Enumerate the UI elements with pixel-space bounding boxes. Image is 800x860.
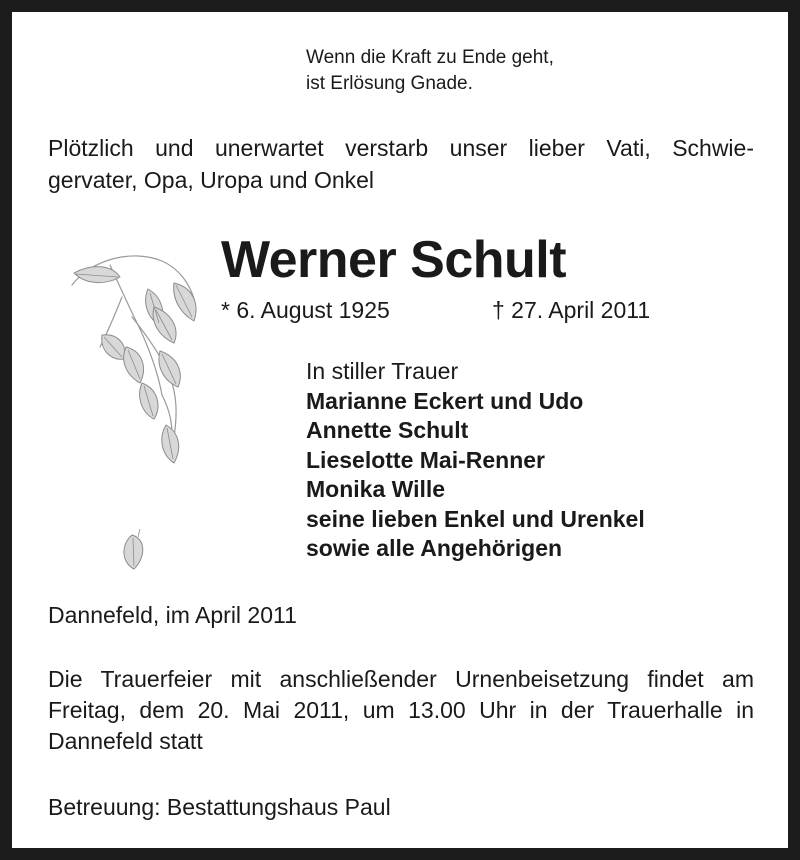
intro-line-2: gervater, Opa, Uropa und Onkel [48,167,375,193]
mourner-name: Monika Wille [306,476,446,502]
place-date: Dannefeld, im April 2011 [48,602,297,628]
motto-line-2: ist Erlösung Gnade. [306,73,473,94]
care-note: Betreuung: Bestattungshaus Paul [48,794,391,820]
mourner-name: Annette Schult [306,417,469,443]
motto [306,45,554,97]
intro-line-1: Plötzlich und unerwartet verstarb unser lieber Vati, Schwie- [48,135,754,161]
funeral-line-1: Die Trauerfeier mit anschließender Urnenbeisetzung findet am [48,666,754,692]
mourner-name: Lieselotte Mai-Renner [306,446,545,473]
funeral-line-3: Dannefeld statt [48,728,203,754]
motto-line-1: Wenn die Kraft zu Ende geht, [306,47,554,68]
mourners-heading: In stiller Trauer [306,358,459,384]
intro-text [48,132,768,196]
birth-date: * 6. August 1925 [221,297,390,323]
mourners-block [306,357,645,564]
mourner-name: sowie alle Angehörigen [306,535,563,561]
funeral-line-2: Freitag, dem 20. Mai 2011, um 13.00 Uhr in der Trauerhalle in [48,697,754,723]
death-date: † 27. April 2011 [492,297,651,323]
deceased-name: Werner Schult [221,231,567,289]
mourner-name: seine lieben Enkel und Urenkel [306,505,645,532]
funeral-notice [48,664,754,757]
mourner-name: Marianne Eckert und Udo [306,387,584,414]
birch-branch-icon [62,247,212,582]
